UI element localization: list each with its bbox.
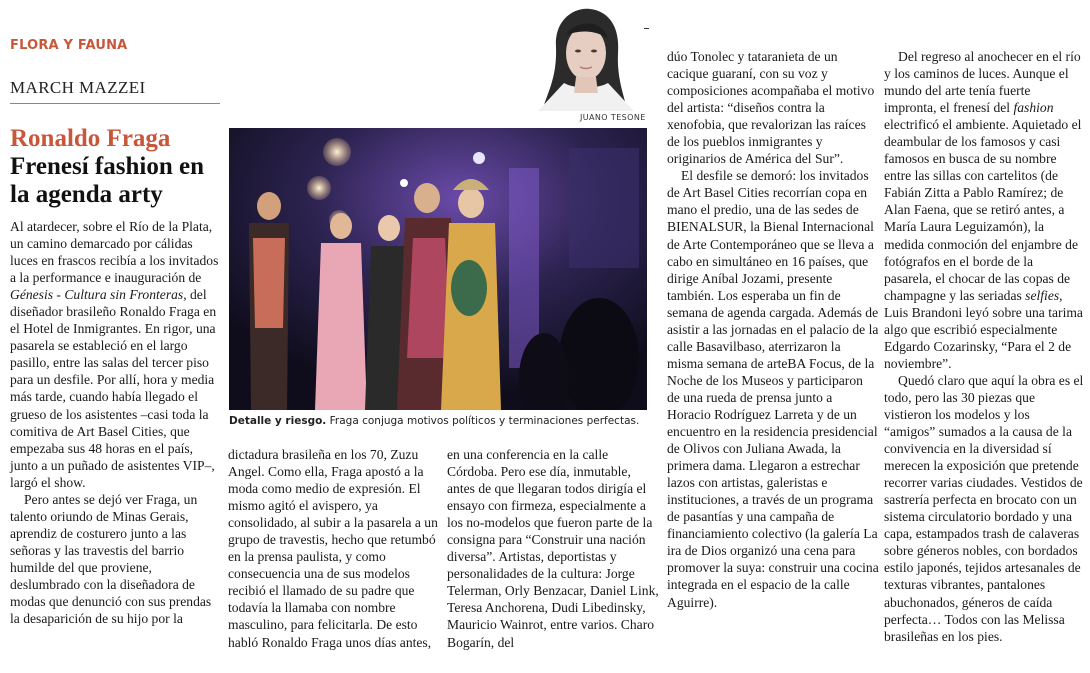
byline-divider (10, 103, 220, 104)
col2-paragraph-1: dictadura brasileña en los 70, Zuzu Angel. Como ella, Fraga apostó a la moda como medio de expresión. El mismo agitó el avispero, ya consolidado, al subir a la pasarela a un grupo de travestis, hecho que retumbó en la prensa paulista, y como consecuencia una de sus modelos recibió el llamado de su padre que todavía la llamaba con nombre masculino, para felicitarla. De esto habló Ronaldo Fraga unos días antes, (228, 447, 438, 650)
photo-caption (229, 415, 649, 427)
col5-p1-italic-1: fashion (1013, 100, 1054, 116)
section-label: FLORA Y FAUNA (10, 38, 128, 53)
author-portrait (494, 5, 644, 111)
col5-p1-part-a: Del regreso al anochecer en el río y los caminos de luces. Aunque el mundo del arte tenía fuerte impronta, el frenesí del (884, 49, 1081, 116)
col1-p1-italic: Génesis - Cultura sin Fronteras (10, 287, 184, 303)
column-3 (447, 446, 659, 651)
col1-paragraph-2: Pero antes se dejó ver Fraga, un talento oriundo de Minas Gerais, aprendiz de costurero junto a las señoras y las travestis del barrio humilde del que proviene, deslumbrado con la diseñadora de modas que denunció con sus prendas la desaparición de su hijo por la (10, 491, 212, 627)
column-5 (884, 48, 1084, 645)
headline-name: Ronaldo Fraga (10, 125, 171, 152)
caption-lead: Detalle y riesgo. (229, 415, 327, 427)
col1-p1-part-a: Al atardecer, sobre el Río de la Plata, un camino demarcado por cálidas luces en frascos recibía a los invitados a la performance e inauguración de (10, 219, 219, 286)
col4-paragraph-2: El desfile se demoró: los invitados de Art Basel Cities recorrían copa en mano el predio, una de las sedes de BIENALSUR, la Bienal Internacional de Arte Contemporáneo que se lleva a cabo en simultáneo en 16 países, que dirige Aníbal Jozami, presente también. Los esperaba un fin de semana de agenda cargada. Además de asistir a las jornadas en el palacio de la calle Basavilbaso, aterrizaron la misma semana de arteBA Focus, de la Noche de los Museos y participaron de una rueda de prensa junto a Horacio Rodríguez Larreta y de un encuentro en la residencia presidencial de Olivos con Juliana Awada, la primera dama. Llegaron a estrechar lazos con artistas, galeristas e instituciones, a través de un programa de pasantías y una campaña de financiamiento colectivo (la galería La ira de Dios organizó una cena para promover la suya: construir una cocina integrada en el espacio de la calle Aguirre). (667, 168, 879, 610)
column-2 (228, 446, 440, 651)
col5-p1-italic-2: selfies (1025, 287, 1060, 303)
column-1 (10, 218, 222, 627)
col1-p1-part-b: , del diseñador brasileño Ronaldo Fraga en el Hotel de Inmigrantes. En rigor, una pasarela se estableció en el largo pasillo, entre las salas del tercer piso para un desfile. Por allí, hora y media más tarde, cuando había llegado el grueso de los asistentes –casi toda la comitiva de Art Basel Cities, que empezaba sus 48 horas en el país, junto a un puñado de asistentes VIP–, largó el show. (10, 287, 217, 490)
column-4 (667, 48, 879, 611)
runway-photo (229, 128, 647, 410)
col3-paragraph-1: en una conferencia en la calle Córdoba. Pero ese día, inmutable, antes de que llegaran todos dirigía el ensayo con firmeza, especialmente a los no-modelos que fueron parte de la consigna para “Construir una nación diversa”. Artistas, deportistas y personalidades de la cultura: Jorge Telerman, Orly Benzacar, Daniel Link, Teresa Anchorena, Dudi Libedinsky, Mauricio Wainrot, entre varios. Charo Bogarín, del (447, 447, 659, 650)
col4-paragraph-1: dúo Tonolec y tataranieta de un cacique guaraní, con su voz y composiciones acompañaba el motivo del artista: “diseños contra la xenofobia, que revalorizan las raíces de los pueblos inmigrantes y originarios de América del Sur”. (667, 49, 875, 167)
photo-credit: JUANO TESONE (580, 113, 646, 122)
author-byline: MARCH MAZZEI (10, 78, 146, 97)
caption-text: Fraga conjuga motivos políticos y terminaciones perfectas. (326, 415, 640, 427)
col5-p1-part-c: , Luis Brandoni leyó sobre una tarima algo que escribió especialmente Edgardo Cozarinsky, “Para el 2 de noviembre”. (884, 287, 1083, 371)
col5-paragraph-1 (884, 48, 1084, 372)
headline-title: Frenesí fashion en la agenda arty (10, 153, 204, 208)
col1-paragraph-1 (10, 218, 222, 491)
col5-paragraph-2: Quedó claro que aquí la obra es el todo, pero las 30 piezas que vistieron los modelos y los “amigos” sumados a la causa de la convivencia en la diversidad sí merecen la exposición que pretende recorrer varias ciudades. Vestidos de sastrería perfecta en brocato con un sistema circulatorio bordado y una capa, estampados trash de calaveras sobre géneros nobles, con bordados estilo japonés, tejidos artesanales de texturas vibrantes, pantalones abuchonados, géneros de caída perfecta… Todos con las Melissa brasileñas en los pies. (884, 372, 1084, 644)
col5-p1-part-b: electrificó el ambiente. Aquietado el deambular de los famosos y casi famosos en busca de su nombre entre las sillas con cartelitos (de Fabián Zitta a Pablo Ramírez; de Alan Faena, que se retiró antes, a María Laura Leguizamón), la medida conmoción del enjambre de fotógrafos en el borde de la pasarela, el chocar de las copas de champagne y las seriadas (884, 117, 1082, 303)
